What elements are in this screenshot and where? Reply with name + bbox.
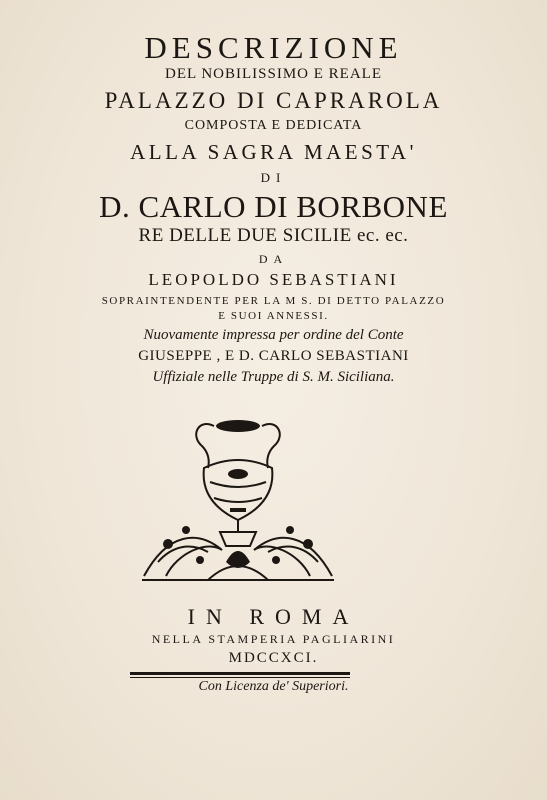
urn-vignette-icon (138, 412, 338, 584)
dedication-line: COMPOSTA E DEDICATA (184, 118, 363, 133)
license-line: Con Licenza de' Superiori. (198, 679, 349, 694)
palace-name: PALAZZO DI CAPRAROLA (104, 88, 443, 113)
subtitle-line: DEL NOBILISSIMO E REALE (164, 66, 382, 82)
author-office-cont: E SUOI ANNESSI. (218, 310, 329, 322)
rule-thick (130, 672, 350, 675)
reprint-office: Uffiziale nelle Truppe di S. M. Siciliana. (152, 369, 395, 385)
da-line: DA (258, 252, 289, 266)
imprint-date: MDCCXCI. (228, 650, 319, 666)
author-name: LEOPOLDO SEBASTIANI (148, 270, 399, 289)
imprint-city: IN ROMA (187, 604, 360, 629)
reprint-note: Nuovamente impressa per ordine del Conte (143, 327, 404, 343)
imprint-printer: NELLA STAMPERIA PAGLIARINI (151, 632, 396, 646)
di-line: DI (260, 170, 287, 185)
book-title: DESCRIZIONE (144, 30, 403, 65)
majesty-line: ALLA SAGRA MAESTA' (130, 140, 417, 164)
rule-thin (130, 677, 350, 678)
dedicatee-name: D. CARLO DI BORBONE (99, 189, 448, 224)
author-office: SOPRAINTENDENTE PER LA M S. DI DETTO PALAZZO (101, 295, 446, 307)
reprint-names: GIUSEPPE , E D. CARLO SEBASTIANI (138, 348, 409, 364)
dedicatee-title: RE DELLE DUE SICILIE ec. ec. (138, 225, 409, 246)
